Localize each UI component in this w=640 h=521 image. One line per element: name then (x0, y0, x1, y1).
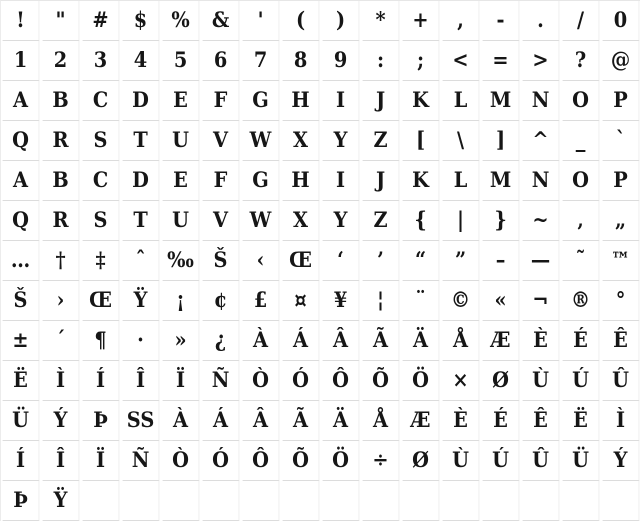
glyph-cell: Š (3, 281, 40, 321)
glyph-cell: 7 (243, 41, 280, 81)
glyph-cell: À (243, 321, 280, 361)
glyph-cell: — (523, 241, 560, 281)
glyph-cell: “ (403, 241, 440, 281)
glyph-cell (283, 481, 320, 521)
glyph-cell: 8 (283, 41, 320, 81)
glyph-cell: † (43, 241, 80, 281)
glyph-cell: ` (603, 121, 640, 161)
glyph-cell: Â (323, 321, 360, 361)
glyph-cell: Ö (403, 361, 440, 401)
glyph-cell: Š (203, 241, 240, 281)
glyph-cell: Î (123, 361, 160, 401)
glyph-cell: Ö (323, 441, 360, 481)
glyph-cell: H (283, 81, 320, 121)
glyph-cell: Ô (323, 361, 360, 401)
glyph-cell: ^ (523, 121, 560, 161)
glyph-cell: E (163, 81, 200, 121)
glyph-cell: È (523, 321, 560, 361)
glyph-cell: R (43, 201, 80, 241)
glyph-cell: 3 (83, 41, 120, 81)
glyph-cell: ¬ (523, 281, 560, 321)
glyph-cell: Æ (403, 401, 440, 441)
glyph-cell: P (603, 161, 640, 201)
glyph-cell: ¢ (203, 281, 240, 321)
glyph-cell: S (83, 201, 120, 241)
glyph-cell: ˆ (123, 241, 160, 281)
glyph-cell: W (243, 201, 280, 241)
glyph-cell: Ê (523, 401, 560, 441)
glyph-cell: ¤ (283, 281, 320, 321)
glyph-cell: Y (323, 121, 360, 161)
glyph-cell: … (3, 241, 40, 281)
glyph-cell: X (283, 121, 320, 161)
glyph-cell: O (563, 161, 600, 201)
glyph-cell: R (43, 121, 80, 161)
glyph-cell: * (363, 1, 400, 41)
glyph-cell: Ü (563, 441, 600, 481)
glyph-cell: Þ (83, 401, 120, 441)
glyph-cell: 2 (43, 41, 80, 81)
glyph-cell: É (483, 401, 520, 441)
glyph-cell: ‘ (323, 241, 360, 281)
glyph-cell: ‡ (83, 241, 120, 281)
glyph-cell: Ê (603, 321, 640, 361)
glyph-cell: < (443, 41, 480, 81)
glyph-cell: Õ (363, 361, 400, 401)
glyph-cell: « (483, 281, 520, 321)
glyph-cell: 0 (603, 1, 640, 41)
glyph-cell: 6 (203, 41, 240, 81)
glyph-cell: M (483, 81, 520, 121)
glyph-cell: E (163, 161, 200, 201)
glyph-cell: Õ (283, 441, 320, 481)
glyph-cell: – (483, 241, 520, 281)
glyph-cell: ‚ (563, 201, 600, 241)
glyph-cell: Î (43, 441, 80, 481)
glyph-cell: ¡ (163, 281, 200, 321)
glyph-cell: Ú (483, 441, 520, 481)
glyph-cell: N (523, 81, 560, 121)
glyph-cell: { (403, 201, 440, 241)
glyph-cell: & (203, 1, 240, 41)
glyph-cell: 9 (323, 41, 360, 81)
glyph-cell: Ý (43, 401, 80, 441)
glyph-cell: Ù (523, 361, 560, 401)
glyph-cell: F (203, 161, 240, 201)
glyph-cell (483, 481, 520, 521)
glyph-cell: ™ (603, 241, 640, 281)
glyph-cell: Á (203, 401, 240, 441)
glyph-cell: Ñ (203, 361, 240, 401)
glyph-cell: X (283, 201, 320, 241)
glyph-cell: I (323, 161, 360, 201)
glyph-cell: O (563, 81, 600, 121)
glyph-cell: V (203, 201, 240, 241)
glyph-cell: ~ (523, 201, 560, 241)
glyph-cell: ; (403, 41, 440, 81)
glyph-cell: , (443, 1, 480, 41)
glyph-cell (243, 481, 280, 521)
glyph-cell: Ë (563, 401, 600, 441)
glyph-cell: Ó (203, 441, 240, 481)
glyph-cell: ¶ (83, 321, 120, 361)
glyph-cell: [ (403, 121, 440, 161)
glyph-cell: £ (243, 281, 280, 321)
glyph-cell: Ä (403, 321, 440, 361)
glyph-cell: ’ (363, 241, 400, 281)
glyph-cell: ˜ (563, 241, 600, 281)
glyph-cell: ‹ (243, 241, 280, 281)
glyph-cell (403, 481, 440, 521)
glyph-cell: @ (603, 41, 640, 81)
glyph-cell: Å (443, 321, 480, 361)
glyph-cell: Ô (243, 441, 280, 481)
glyph-cell: Ÿ (123, 281, 160, 321)
glyph-cell: D (123, 161, 160, 201)
glyph-cell: Ø (403, 441, 440, 481)
glyph-cell: ¦ (363, 281, 400, 321)
glyph-cell: ° (603, 281, 640, 321)
glyph-cell: ¥ (323, 281, 360, 321)
glyph-cell: Œ (283, 241, 320, 281)
glyph-cell: Þ (3, 481, 40, 521)
glyph-cell: . (523, 1, 560, 41)
glyph-cell: Ë (3, 361, 40, 401)
glyph-cell: Å (363, 401, 400, 441)
glyph-cell: G (243, 81, 280, 121)
glyph-cell: Û (523, 441, 560, 481)
glyph-cell: Æ (483, 321, 520, 361)
glyph-cell: K (403, 81, 440, 121)
glyph-cell: ® (563, 281, 600, 321)
glyph-cell: + (403, 1, 440, 41)
glyph-cell: Ï (83, 441, 120, 481)
glyph-cell: Ä (323, 401, 360, 441)
glyph-cell: © (443, 281, 480, 321)
glyph-cell: | (443, 201, 480, 241)
glyph-cell (123, 481, 160, 521)
glyph-cell: Ì (43, 361, 80, 401)
glyph-cell: È (443, 401, 480, 441)
glyph-cell: V (203, 121, 240, 161)
glyph-cell: Q (3, 121, 40, 161)
glyph-cell (83, 481, 120, 521)
glyph-cell (443, 481, 480, 521)
glyph-cell: Ã (363, 321, 400, 361)
glyph-cell: SS (123, 401, 160, 441)
glyph-cell: _ (563, 121, 600, 161)
glyph-cell: \ (443, 121, 480, 161)
glyph-cell: Ò (243, 361, 280, 401)
glyph-cell: I (323, 81, 360, 121)
glyph-cell: ? (563, 41, 600, 81)
glyph-cell: Ñ (123, 441, 160, 481)
glyph-cell: / (563, 1, 600, 41)
glyph-cell: Ï (163, 361, 200, 401)
glyph-cell: · (123, 321, 160, 361)
glyph-cell: K (403, 161, 440, 201)
glyph-cell (523, 481, 560, 521)
glyph-cell: G (243, 161, 280, 201)
glyph-cell: P (603, 81, 640, 121)
glyph-cell: - (483, 1, 520, 41)
glyph-cell: 4 (123, 41, 160, 81)
glyph-cell: É (563, 321, 600, 361)
glyph-cell: ± (3, 321, 40, 361)
glyph-cell: > (523, 41, 560, 81)
glyph-cell: ) (323, 1, 360, 41)
glyph-cell: ] (483, 121, 520, 161)
glyph-cell: Ý (603, 441, 640, 481)
glyph-cell: M (483, 161, 520, 201)
glyph-cell: Ã (283, 401, 320, 441)
glyph-cell (563, 481, 600, 521)
glyph-cell: Ù (443, 441, 480, 481)
glyph-cell: Q (3, 201, 40, 241)
glyph-cell (163, 481, 200, 521)
glyph-cell: A (3, 161, 40, 201)
glyph-cell: × (443, 361, 480, 401)
glyph-cell: = (483, 41, 520, 81)
glyph-cell: C (83, 161, 120, 201)
glyph-cell: : (363, 41, 400, 81)
glyph-cell: ÷ (363, 441, 400, 481)
glyph-cell: $ (123, 1, 160, 41)
glyph-cell: Ó (283, 361, 320, 401)
glyph-cell (603, 481, 640, 521)
glyph-cell: J (363, 161, 400, 201)
glyph-cell: U (163, 121, 200, 161)
glyph-cell: T (123, 201, 160, 241)
glyph-cell: ¨ (403, 281, 440, 321)
glyph-cell: 1 (3, 41, 40, 81)
glyph-cell (363, 481, 400, 521)
glyph-cell: } (483, 201, 520, 241)
glyph-cell: J (363, 81, 400, 121)
glyph-cell: Ò (163, 441, 200, 481)
glyph-cell (203, 481, 240, 521)
glyph-cell: ( (283, 1, 320, 41)
glyph-cell: „ (603, 201, 640, 241)
glyph-cell: " (43, 1, 80, 41)
glyph-cell: F (203, 81, 240, 121)
glyph-cell: Œ (83, 281, 120, 321)
glyph-cell: Ü (3, 401, 40, 441)
glyph-cell: A (3, 81, 40, 121)
glyph-cell: B (43, 81, 80, 121)
glyph-cell: % (163, 1, 200, 41)
glyph-cell: Z (363, 201, 400, 241)
glyph-cell: Z (363, 121, 400, 161)
glyph-cell: Â (243, 401, 280, 441)
glyph-cell: T (123, 121, 160, 161)
glyph-cell: L (443, 81, 480, 121)
glyph-cell: ‰ (163, 241, 200, 281)
glyph-cell: ¿ (203, 321, 240, 361)
glyph-cell: Í (3, 441, 40, 481)
glyph-cell: À (163, 401, 200, 441)
glyph-cell: Á (283, 321, 320, 361)
glyph-cell: ! (3, 1, 40, 41)
glyph-cell: # (83, 1, 120, 41)
glyph-cell: 5 (163, 41, 200, 81)
glyph-cell: S (83, 121, 120, 161)
glyph-cell: Ú (563, 361, 600, 401)
glyph-cell: Û (603, 361, 640, 401)
glyph-cell: ´ (43, 321, 80, 361)
glyph-cell: Ÿ (43, 481, 80, 521)
glyph-cell: H (283, 161, 320, 201)
glyph-cell: » (163, 321, 200, 361)
glyph-cell: Ø (483, 361, 520, 401)
glyph-cell: ” (443, 241, 480, 281)
glyph-cell: U (163, 201, 200, 241)
glyph-cell: Í (83, 361, 120, 401)
glyph-cell (323, 481, 360, 521)
glyph-cell: D (123, 81, 160, 121)
glyph-cell: W (243, 121, 280, 161)
glyph-cell: Y (323, 201, 360, 241)
glyph-cell: L (443, 161, 480, 201)
glyph-cell: N (523, 161, 560, 201)
glyph-cell: B (43, 161, 80, 201)
glyph-cell: Ì (603, 401, 640, 441)
glyph-cell: ' (243, 1, 280, 41)
glyph-cell: C (83, 81, 120, 121)
glyph-cell: › (43, 281, 80, 321)
